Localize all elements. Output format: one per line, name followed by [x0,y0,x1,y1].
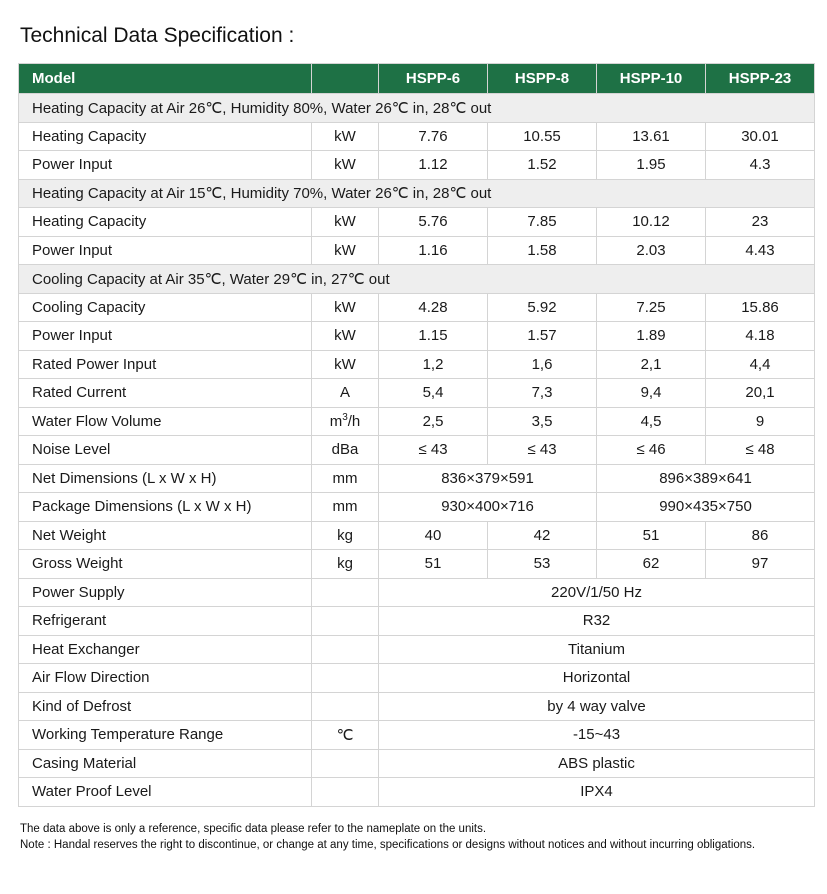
cell-value: 4.18 [706,322,815,351]
row-label: Air Flow Direction [19,664,312,693]
cell-value: IPX4 [379,778,815,807]
table-row [19,151,815,180]
cell-value: 1,6 [488,350,597,379]
cell-value: 1.52 [488,151,597,180]
row-label: Rated Current [19,379,312,408]
row-label: Rated Power Input [19,350,312,379]
table-row [19,379,815,408]
cell-value: 1.95 [597,151,706,180]
cell-value: 7.25 [597,293,706,322]
cell-value: 30.01 [706,122,815,151]
cell-value: 4,4 [706,350,815,379]
table-row [19,749,815,778]
cell-value: 1.89 [597,322,706,351]
row-unit: mm [312,464,379,493]
row-label: Cooling Capacity [19,293,312,322]
row-label: Power Input [19,151,312,180]
cell-value: 1.16 [379,236,488,265]
reference-note: The data above is only a reference, specific data please refer to the nameplate on the units. [20,823,487,835]
table-row [19,778,815,807]
table-header-row [19,64,815,94]
row-unit: kW [312,122,379,151]
cell-value: ≤ 43 [379,436,488,465]
row-label: Power Input [19,322,312,351]
page-title: Technical Data Specification : [20,24,295,47]
table-row [19,208,815,237]
row-unit: kW [312,350,379,379]
cell-value: 4.28 [379,293,488,322]
cell-value: 896×389×641 [597,464,815,493]
cell-value: 2,1 [597,350,706,379]
row-unit: kg [312,550,379,579]
row-unit [312,749,379,778]
row-label: Net Dimensions (L x W x H) [19,464,312,493]
cell-value: 4,5 [597,407,706,436]
cell-value: 5,4 [379,379,488,408]
row-label: Kind of Defrost [19,692,312,721]
cell-value: 930×400×716 [379,493,597,522]
cell-value: ≤ 48 [706,436,815,465]
cell-value: 20,1 [706,379,815,408]
row-unit [312,607,379,636]
table-row [19,607,815,636]
unit-header [312,64,379,94]
cell-value: 1.57 [488,322,597,351]
cell-value: -15~43 [379,721,815,750]
row-label: Water Flow Volume [19,407,312,436]
cell-value: 3,5 [488,407,597,436]
table-row [19,322,815,351]
row-unit: mm [312,493,379,522]
row-label: Water Proof Level [19,778,312,807]
section-heating-15: Heating Capacity at Air 15℃, Humidity 70%, Water 26℃ in, 28℃ out [19,179,815,208]
cell-value: by 4 way valve [379,692,815,721]
cell-value: 40 [379,521,488,550]
section-row [19,179,815,208]
cell-value: 86 [706,521,815,550]
row-unit [312,635,379,664]
row-label: Refrigerant [19,607,312,636]
row-unit: kW [312,208,379,237]
row-label: Power Supply [19,578,312,607]
table-row [19,692,815,721]
row-label: Net Weight [19,521,312,550]
row-unit [312,692,379,721]
cell-value: 7.85 [488,208,597,237]
table-row [19,436,815,465]
row-unit: kg [312,521,379,550]
cell-value: 1,2 [379,350,488,379]
row-label: Heating Capacity [19,208,312,237]
cell-value: ABS plastic [379,749,815,778]
unit-superscript: 3 [342,412,348,424]
cell-value: 42 [488,521,597,550]
row-label: Gross Weight [19,550,312,579]
model-hspp-6-header: HSPP-6 [379,64,488,94]
cell-value: 7,3 [488,379,597,408]
row-unit [312,664,379,693]
cell-value: 7.76 [379,122,488,151]
row-label: Package Dimensions (L x W x H) [19,493,312,522]
row-unit: kW [312,293,379,322]
row-label: Casing Material [19,749,312,778]
cell-value: 23 [706,208,815,237]
table-row [19,664,815,693]
cell-value: 2.03 [597,236,706,265]
section-row [19,265,815,294]
row-unit: A [312,379,379,408]
table-row [19,578,815,607]
model-hspp-8-header: HSPP-8 [488,64,597,94]
row-unit: ℃ [312,721,379,750]
cell-value: R32 [379,607,815,636]
cell-value: 9,4 [597,379,706,408]
cell-value: 1.58 [488,236,597,265]
row-label: Working Temperature Range [19,721,312,750]
cell-value: 220V/1/50 Hz [379,578,815,607]
cell-value: 1.12 [379,151,488,180]
cell-value: 1.15 [379,322,488,351]
unit-tail: /h [347,413,361,431]
row-label: Noise Level [19,436,312,465]
row-unit: dBa [312,436,379,465]
spec-table [18,63,815,807]
cell-value: 990×435×750 [597,493,815,522]
cell-value: 15.86 [706,293,815,322]
row-unit: kW [312,236,379,265]
cell-value: Horizontal [379,664,815,693]
cell-value: 13.61 [597,122,706,151]
row-label: Heat Exchanger [19,635,312,664]
unit-base: m [329,413,343,431]
table-row [19,635,815,664]
table-row [19,407,815,436]
row-label: Power Input [19,236,312,265]
table-row [19,493,815,522]
cell-value: 97 [706,550,815,579]
section-row [19,94,815,123]
model-header: Model [19,64,312,94]
cell-value: 5.76 [379,208,488,237]
model-hspp-10-header: HSPP-10 [597,64,706,94]
table-row [19,521,815,550]
section-heating-26: Heating Capacity at Air 26℃, Humidity 80%, Water 26℃ in, 28℃ out [19,94,815,123]
table-row [19,550,815,579]
row-unit: kW [312,151,379,180]
table-row [19,293,815,322]
row-unit [312,407,379,436]
row-unit [312,578,379,607]
cell-value: 5.92 [488,293,597,322]
cell-value: 10.12 [597,208,706,237]
cell-value: ≤ 43 [488,436,597,465]
row-label: Heating Capacity [19,122,312,151]
row-unit [312,778,379,807]
cell-value: 4.3 [706,151,815,180]
cell-value: 9 [706,407,815,436]
cell-value: ≤ 46 [597,436,706,465]
table-row [19,350,815,379]
cell-value: 10.55 [488,122,597,151]
cell-value: 53 [488,550,597,579]
table-row [19,464,815,493]
disclaimer-note: Note : Handal reserves the right to discontinue, or change at any time, specifications or designs without notices and without incurring obligations. [20,839,756,851]
cell-value: 836×379×591 [379,464,597,493]
footnotes [20,821,755,853]
table-row [19,721,815,750]
cell-value: 51 [597,521,706,550]
table-row [19,122,815,151]
section-cooling-35: Cooling Capacity at Air 35℃, Water 29℃ in, 27℃ out [19,265,815,294]
cell-value: 4.43 [706,236,815,265]
model-hspp-23-header: HSPP-23 [706,64,815,94]
row-unit: kW [312,322,379,351]
cell-value: 51 [379,550,488,579]
cell-value: Titanium [379,635,815,664]
table-row [19,236,815,265]
cell-value: 2,5 [379,407,488,436]
cell-value: 62 [597,550,706,579]
